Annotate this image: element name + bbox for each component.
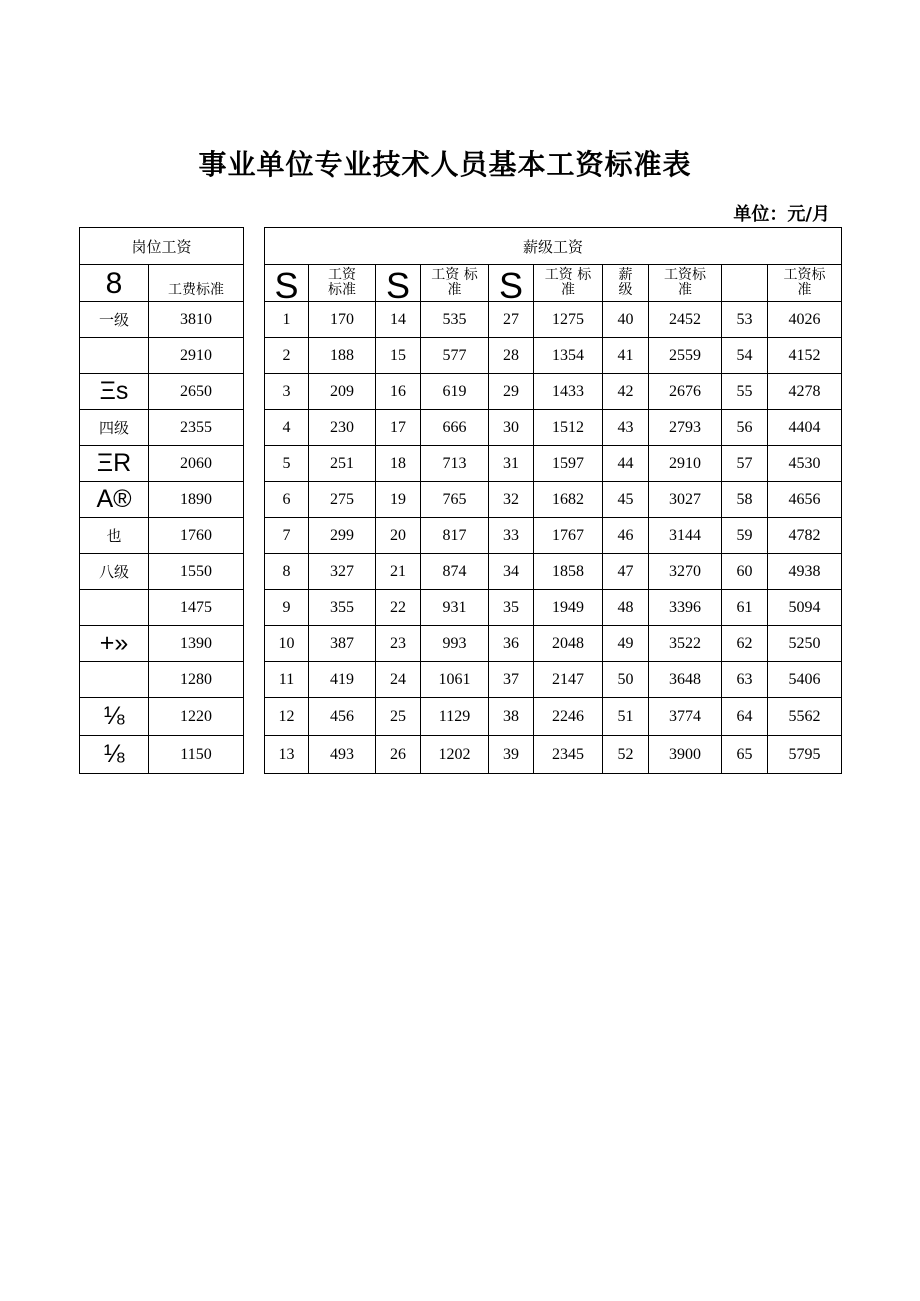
grade-wage-cell: 1767 — [534, 518, 603, 554]
grade-wage-cell: 1202 — [421, 736, 489, 774]
grade-wage-cell: 493 — [309, 736, 376, 774]
grade-number-cell: 57 — [722, 446, 768, 482]
grade-number-cell: 11 — [265, 662, 309, 698]
salary-grade-row — [265, 482, 842, 518]
grade-number-cell: 37 — [489, 662, 534, 698]
grade-number-cell: 12 — [265, 698, 309, 736]
grade-number-cell: 52 — [603, 736, 649, 774]
salary-grade-row — [265, 338, 842, 374]
salary-grade-row — [265, 302, 842, 338]
grade-wage-cell: 4530 — [768, 446, 842, 482]
grade-wage-cell: 2246 — [534, 698, 603, 736]
grade-number-cell: 9 — [265, 590, 309, 626]
grade-wage-cell: 2910 — [649, 446, 722, 482]
post-amount-cell: 1390 — [149, 626, 244, 662]
grade-wage-cell: 1949 — [534, 590, 603, 626]
grade-col-header-5 — [722, 265, 768, 302]
grade-wage-cell: 874 — [421, 554, 489, 590]
grade-wage-cell: 3774 — [649, 698, 722, 736]
grade-number-cell: 3 — [265, 374, 309, 410]
grade-wage-cell: 2452 — [649, 302, 722, 338]
grade-wage-cell: 3027 — [649, 482, 722, 518]
grade-wage-cell: 188 — [309, 338, 376, 374]
grade-number-cell: 36 — [489, 626, 534, 662]
grade-number-cell: 53 — [722, 302, 768, 338]
grade-wage-cell: 4404 — [768, 410, 842, 446]
grade-number-cell: 1 — [265, 302, 309, 338]
post-wage-row — [80, 736, 244, 774]
post-wage-row — [80, 590, 244, 626]
post-wage-header: 岗位工资 — [80, 228, 244, 265]
wage-col-header-4: 工资标 准 — [649, 265, 722, 302]
grade-number-cell: 5 — [265, 446, 309, 482]
grade-number-cell: 54 — [722, 338, 768, 374]
grade-number-cell: 10 — [265, 626, 309, 662]
grade-wage-cell: 355 — [309, 590, 376, 626]
grade-number-cell: 14 — [376, 302, 421, 338]
grade-wage-cell: 4782 — [768, 518, 842, 554]
post-rank-cell: 一级 — [80, 302, 149, 338]
grade-wage-cell: 2559 — [649, 338, 722, 374]
salary-grade-row — [265, 698, 842, 736]
grade-number-cell: 58 — [722, 482, 768, 518]
post-wage-row — [80, 698, 244, 736]
post-amount-cell: 2355 — [149, 410, 244, 446]
grade-wage-cell: 3900 — [649, 736, 722, 774]
grade-number-cell: 40 — [603, 302, 649, 338]
grade-number-cell: 51 — [603, 698, 649, 736]
grade-number-cell: 28 — [489, 338, 534, 374]
grade-wage-cell: 4656 — [768, 482, 842, 518]
post-amount-cell: 2060 — [149, 446, 244, 482]
grade-wage-cell: 577 — [421, 338, 489, 374]
grade-number-cell: 13 — [265, 736, 309, 774]
grade-number-cell: 33 — [489, 518, 534, 554]
grade-wage-cell: 3144 — [649, 518, 722, 554]
grade-col-header-4: 薪 级 — [603, 265, 649, 302]
salary-grade-row — [265, 554, 842, 590]
grade-number-cell: 22 — [376, 590, 421, 626]
grade-wage-cell: 1129 — [421, 698, 489, 736]
post-rank-cell: ΞR — [80, 446, 149, 482]
grade-number-cell: 41 — [603, 338, 649, 374]
grade-number-cell: 46 — [603, 518, 649, 554]
grade-wage-cell: 4938 — [768, 554, 842, 590]
grade-wage-cell: 5562 — [768, 698, 842, 736]
grade-wage-cell: 209 — [309, 374, 376, 410]
grade-number-cell: 25 — [376, 698, 421, 736]
post-wage-row — [80, 626, 244, 662]
grade-number-cell: 59 — [722, 518, 768, 554]
grade-number-cell: 35 — [489, 590, 534, 626]
grade-number-cell: 21 — [376, 554, 421, 590]
grade-wage-cell: 5406 — [768, 662, 842, 698]
grade-wage-cell: 2345 — [534, 736, 603, 774]
grade-number-cell: 18 — [376, 446, 421, 482]
grade-wage-cell: 251 — [309, 446, 376, 482]
grade-wage-cell: 4278 — [768, 374, 842, 410]
grade-wage-cell: 4152 — [768, 338, 842, 374]
post-amount-cell: 2910 — [149, 338, 244, 374]
post-rank-cell — [80, 590, 149, 626]
grade-wage-cell: 5094 — [768, 590, 842, 626]
grade-number-cell: 44 — [603, 446, 649, 482]
grade-number-cell: 32 — [489, 482, 534, 518]
grade-wage-cell: 1858 — [534, 554, 603, 590]
grade-number-cell: 19 — [376, 482, 421, 518]
grade-number-cell: 8 — [265, 554, 309, 590]
grade-number-cell: 16 — [376, 374, 421, 410]
post-amount-cell: 1890 — [149, 482, 244, 518]
post-wage-row — [80, 518, 244, 554]
post-amount-cell: 1550 — [149, 554, 244, 590]
grade-wage-cell: 1682 — [534, 482, 603, 518]
grade-wage-cell: 1275 — [534, 302, 603, 338]
salary-grade-row — [265, 626, 842, 662]
post-amount-cell: 1220 — [149, 698, 244, 736]
grade-number-cell: 64 — [722, 698, 768, 736]
post-wage-glyph-header: 8 — [80, 265, 149, 302]
post-rank-cell: 四级 — [80, 410, 149, 446]
grade-number-cell: 60 — [722, 554, 768, 590]
grade-wage-cell: 765 — [421, 482, 489, 518]
salary-grade-row — [265, 662, 842, 698]
grade-wage-cell: 419 — [309, 662, 376, 698]
grade-number-cell: 65 — [722, 736, 768, 774]
salary-grade-table — [264, 227, 842, 774]
salary-grade-row — [265, 410, 842, 446]
unit-label: 单位：元/月 — [733, 204, 830, 225]
wage-col-header-1: 工资 标准 — [309, 265, 376, 302]
grade-col-header-2: S — [376, 265, 421, 302]
grade-wage-cell: 713 — [421, 446, 489, 482]
grade-number-cell: 20 — [376, 518, 421, 554]
grade-wage-cell: 170 — [309, 302, 376, 338]
salary-grade-row — [265, 446, 842, 482]
grade-col-header-3: S — [489, 265, 534, 302]
grade-wage-cell: 535 — [421, 302, 489, 338]
post-rank-cell: ⅛ — [80, 736, 149, 774]
grade-number-cell: 29 — [489, 374, 534, 410]
grade-wage-cell: 1061 — [421, 662, 489, 698]
post-wage-amount-header: 工费标准 — [149, 265, 244, 302]
post-rank-cell: A® — [80, 482, 149, 518]
grade-number-cell: 56 — [722, 410, 768, 446]
salary-grade-row — [265, 736, 842, 774]
grade-col-header-1: S — [265, 265, 309, 302]
post-wage-row — [80, 338, 244, 374]
grade-wage-cell: 456 — [309, 698, 376, 736]
salary-grade-header: 薪级工资 — [265, 228, 842, 265]
grade-number-cell: 23 — [376, 626, 421, 662]
grade-wage-cell: 3522 — [649, 626, 722, 662]
grade-number-cell: 49 — [603, 626, 649, 662]
grade-number-cell: 39 — [489, 736, 534, 774]
grade-number-cell: 17 — [376, 410, 421, 446]
grade-wage-cell: 2048 — [534, 626, 603, 662]
grade-number-cell: 63 — [722, 662, 768, 698]
grade-number-cell: 61 — [722, 590, 768, 626]
grade-wage-cell: 3396 — [649, 590, 722, 626]
post-wage-row — [80, 410, 244, 446]
post-amount-cell: 1475 — [149, 590, 244, 626]
grade-wage-cell: 275 — [309, 482, 376, 518]
grade-number-cell: 43 — [603, 410, 649, 446]
grade-wage-cell: 1512 — [534, 410, 603, 446]
grade-wage-cell: 1433 — [534, 374, 603, 410]
post-amount-cell: 1760 — [149, 518, 244, 554]
grade-wage-cell: 619 — [421, 374, 489, 410]
grade-number-cell: 31 — [489, 446, 534, 482]
post-wage-row — [80, 554, 244, 590]
grade-number-cell: 45 — [603, 482, 649, 518]
salary-grade-row — [265, 518, 842, 554]
post-rank-cell: 八级 — [80, 554, 149, 590]
grade-number-cell: 2 — [265, 338, 309, 374]
grade-wage-cell: 817 — [421, 518, 489, 554]
salary-grade-row — [265, 374, 842, 410]
grade-wage-cell: 299 — [309, 518, 376, 554]
page-title: 事业单位专业技术人员基本工资标准表 — [198, 148, 692, 181]
grade-wage-cell: 931 — [421, 590, 489, 626]
post-amount-cell: 2650 — [149, 374, 244, 410]
grade-number-cell: 4 — [265, 410, 309, 446]
post-amount-cell: 1150 — [149, 736, 244, 774]
grade-number-cell: 15 — [376, 338, 421, 374]
grade-wage-cell: 387 — [309, 626, 376, 662]
grade-number-cell: 30 — [489, 410, 534, 446]
grade-wage-cell: 3270 — [649, 554, 722, 590]
grade-wage-cell: 2147 — [534, 662, 603, 698]
grade-wage-cell: 4026 — [768, 302, 842, 338]
grade-number-cell: 6 — [265, 482, 309, 518]
post-amount-cell: 1280 — [149, 662, 244, 698]
post-rank-cell: ⅛ — [80, 698, 149, 736]
grade-number-cell: 55 — [722, 374, 768, 410]
post-rank-cell: 也 — [80, 518, 149, 554]
grade-number-cell: 50 — [603, 662, 649, 698]
grade-number-cell: 26 — [376, 736, 421, 774]
grade-wage-cell: 230 — [309, 410, 376, 446]
grade-wage-cell: 2676 — [649, 374, 722, 410]
post-wage-row — [80, 446, 244, 482]
grade-number-cell: 27 — [489, 302, 534, 338]
post-amount-cell: 3810 — [149, 302, 244, 338]
grade-number-cell: 47 — [603, 554, 649, 590]
post-wage-row — [80, 302, 244, 338]
grade-number-cell: 48 — [603, 590, 649, 626]
grade-number-cell: 42 — [603, 374, 649, 410]
grade-number-cell: 34 — [489, 554, 534, 590]
post-wage-table — [79, 227, 244, 774]
post-wage-row — [80, 662, 244, 698]
wage-col-header-5: 工资标 准 — [768, 265, 842, 302]
grade-wage-cell: 1354 — [534, 338, 603, 374]
grade-number-cell: 7 — [265, 518, 309, 554]
post-wage-row — [80, 482, 244, 518]
wage-col-header-2: 工资 标 准 — [421, 265, 489, 302]
post-rank-cell: Ξs — [80, 374, 149, 410]
grade-number-cell: 24 — [376, 662, 421, 698]
salary-grade-row — [265, 590, 842, 626]
post-wage-row — [80, 374, 244, 410]
grade-wage-cell: 5250 — [768, 626, 842, 662]
grade-wage-cell: 666 — [421, 410, 489, 446]
post-rank-cell — [80, 338, 149, 374]
grade-wage-cell: 1597 — [534, 446, 603, 482]
grade-number-cell: 62 — [722, 626, 768, 662]
grade-number-cell: 38 — [489, 698, 534, 736]
wage-col-header-3: 工资 标 准 — [534, 265, 603, 302]
grade-wage-cell: 3648 — [649, 662, 722, 698]
grade-wage-cell: 2793 — [649, 410, 722, 446]
grade-wage-cell: 993 — [421, 626, 489, 662]
grade-wage-cell: 327 — [309, 554, 376, 590]
post-rank-cell: +» — [80, 626, 149, 662]
post-rank-cell — [80, 662, 149, 698]
grade-wage-cell: 5795 — [768, 736, 842, 774]
